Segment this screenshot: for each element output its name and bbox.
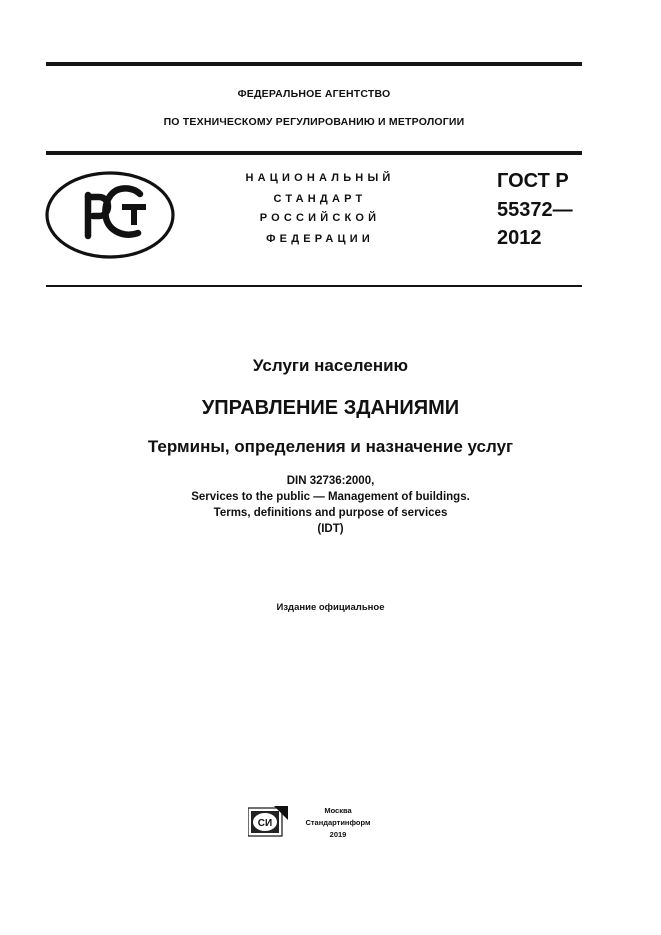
reference-line-2: Services to the public — Management of buildings. [191, 491, 470, 503]
national-standard-line-4: ФЕДЕРАЦИИ [266, 233, 374, 245]
reference-line-1: DIN 32736:2000, [286, 475, 375, 487]
agency-line-2: ПО ТЕХНИЧЕСКОМУ РЕГУЛИРОВАНИЮ И МЕТРОЛОГИИ [163, 116, 465, 128]
top-rule [46, 62, 582, 66]
subtitle: Термины, определения и назначение услуг [147, 437, 514, 456]
reference-line-4: (IDT) [317, 523, 344, 535]
agency-line-1: ФЕДЕРАЛЬНОЕ АГЕНТСТВО [237, 88, 391, 100]
main-title: УПРАВЛЕНИЕ ЗДАНИЯМИ [201, 397, 460, 419]
reference-line-3: Terms, definitions and purpose of services [213, 507, 448, 519]
rst-emblem-icon [44, 170, 176, 260]
publisher-name: Стандартинформ [305, 818, 371, 827]
edition-label: Издание официальное [276, 602, 385, 613]
designation-line-3: 2012 [497, 227, 542, 249]
national-standard-line-3: РОССИЙСКОЙ [259, 212, 381, 224]
publisher-year: 2019 [329, 830, 347, 839]
standartinform-logo-icon [248, 806, 288, 838]
designation-line-2: 55372— [497, 199, 573, 221]
publisher-city: Москва [324, 806, 352, 815]
category-title: Услуги населению [252, 356, 409, 375]
emblem-section-rule [46, 285, 582, 287]
designation-line-1: ГОСТ Р [497, 170, 569, 192]
national-standard-line-2: СТАНДАРТ [273, 193, 367, 205]
header-rule [46, 151, 582, 155]
national-standard-line-1: НАЦИОНАЛЬНЫЙ [245, 172, 395, 184]
svg-text:СИ: СИ [257, 818, 273, 829]
